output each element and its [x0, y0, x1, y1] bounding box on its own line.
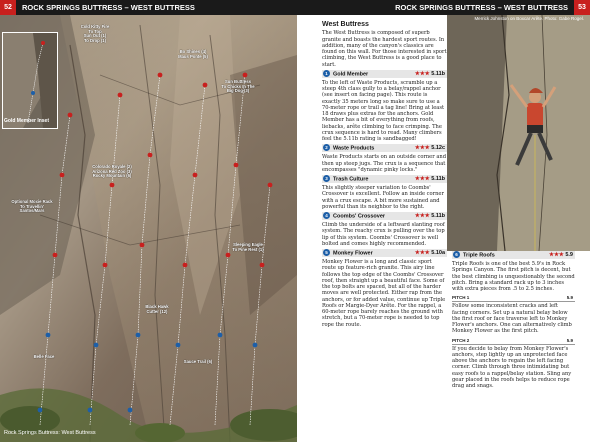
right-page-header: [295, 0, 590, 15]
star-rating-icon: ★★★: [414, 176, 430, 182]
route-name: Coombs' Crossover: [333, 213, 386, 220]
route-description: Climb the underside of a leftward slanting roof system. The reachy crux is pulling over the top lip of this system. Coombs' Crossover is well bolted and comes highly recommended.: [322, 222, 445, 247]
route-label: Black Hawk Cutter (12): [145, 304, 169, 314]
route-grade: 5.10a: [431, 250, 445, 256]
photo-credit: Merrick Johnston on Boxcar Arête. Photo: Gabe Rogel.: [474, 16, 584, 21]
text-column-1: [322, 22, 447, 330]
star-rating-icon: ★★★: [414, 70, 430, 77]
route-grade: 5.11b: [431, 176, 445, 182]
route-title-bar: [322, 212, 447, 220]
route-title-bar: [322, 70, 447, 78]
route-grade-group: [415, 249, 445, 257]
star-rating-icon: ★★★: [414, 145, 430, 152]
route-number: 4: [323, 212, 330, 219]
route-grade: 5.12c: [431, 145, 445, 152]
route-description: Waste Products starts on an outside corner and then up steep jugs. The crux is a sequence that encompasses "dynamic pinky locks.": [322, 154, 446, 173]
star-rating-icon: ★★★: [549, 252, 564, 258]
star-rating-icon: ★★★: [414, 250, 430, 256]
route-number: 6: [453, 251, 460, 258]
route-name: Waste Products: [333, 145, 375, 152]
crag-photo: [0, 15, 297, 442]
route-description: Triple Roofs is one of the best 5.9's in Rock Springs Canyon. The first pitch is decent, but the best climbing is unquestionably the second pitch. Bring a standard rack up to 3 inches with extra pieces from .5 to 2.5 inches.: [452, 261, 575, 292]
route-grade-group: [415, 70, 445, 78]
route-label: Bo Shines (4) Maus Ponte (5): [178, 49, 208, 59]
text-column-2: [452, 251, 575, 391]
route-label: Sauce Trail (6): [183, 359, 213, 364]
route-title-bar: [322, 249, 447, 257]
pitch-header: [452, 294, 575, 302]
route-grade-group: [415, 144, 445, 152]
route-number: 3: [323, 175, 330, 182]
left-running-title: ROCK SPRINGS BUTTRESS – WEST BUTTRESS: [22, 3, 195, 12]
route-label: Sleeping Eagle To Pine Rest (1): [232, 242, 264, 252]
inset-label: Gold Member Inset: [4, 118, 50, 124]
route-description: To the left of Waste Products, scramble up a steep 4th class gully to a belay/rappel anchor (see insert on facing page). This route is exactly 35 meters long so make sure to use a 70-meter rope or trail a tag line! Bring at least 18 draws plus extras for the anchors. Gold Member has a bit of everything from roofs, liebacks, arête climbing to face crimping. The crux sequence is hard to read. Many climbers feel the 5.11b rating is sandbagged!: [322, 79, 445, 142]
route-label: Optional Moxie Rack To Travellin' Santos/Mars: [11, 199, 53, 214]
pitch-label: PITCH 2: [452, 337, 470, 343]
right-page-number: 53: [574, 0, 590, 15]
climber-image: [447, 15, 590, 251]
gold-member-inset-image: [2, 32, 58, 129]
pitch-description: If you decide to belay from Monkey Flower's anchors, step lightly up an unprotected face above the anchors to regain the left facing corner. Climb through three intimidating but easy roofs to a rappel/belay station. Sling any gear placed in the roofs helps to reduce rope drag and snags.: [452, 345, 572, 389]
route-name: Gold Member: [333, 71, 369, 78]
route-grade-group: [415, 212, 445, 220]
left-page-number: 52: [0, 0, 16, 15]
route-grade: 5.11b: [431, 70, 445, 77]
right-running-title: ROCK SPRINGS BUTTRESS – WEST BUTTRESS: [395, 3, 568, 12]
route-grade-group: [415, 175, 445, 183]
route-grade: 5.11b: [431, 213, 445, 219]
intro-paragraph: The West Buttress is composed of superb granite and boasts the hardest sport routes. In addition, many of the canyon's classics are found on this wall. For those interested in sport climbing, the West Buttress is a good place to start.: [322, 30, 447, 68]
pitch-header: [452, 337, 575, 345]
route-grade: 5.9: [565, 252, 573, 258]
route-title-bar: [322, 144, 447, 152]
route-label: Sun Buttress To Chicks In The Big Dog (3): [221, 79, 255, 94]
pitch-grade: 5.9: [566, 337, 573, 343]
left-page-header: [0, 0, 295, 15]
pitch-label: PITCH 1: [452, 295, 470, 301]
star-rating-icon: ★★★: [414, 213, 430, 219]
route-name: Monkey Flower: [333, 250, 373, 257]
route-description: This slightly steeper variation to Coombs' Crossover is excellent. Follow an inside corner with a crux escape. A bit more sustained and powerful than its neighbor to the right.: [322, 185, 444, 210]
climber-photo: [447, 15, 590, 251]
route-number: 5: [323, 249, 330, 256]
section-title: West Buttress: [322, 21, 369, 28]
page-footer: Rock Springs Buttress: West Buttress: [4, 430, 96, 436]
route-grade-group: [549, 251, 573, 259]
route-number: 1: [323, 70, 330, 77]
pitch-grade: 5.9: [566, 295, 573, 301]
route-label: Colorado Royale (2) Arizona Red Zoo (3) Rocky Mountain (6): [92, 164, 132, 179]
route-label: Belle Face: [33, 354, 55, 359]
route-title-bar: [322, 175, 447, 183]
route-name: Trash Culture: [333, 176, 369, 183]
route-number: 2: [323, 144, 330, 151]
route-title-bar: [452, 251, 575, 259]
route-name: Triple Roofs: [463, 252, 495, 259]
pitch-description: Follow some inconsistent cracks and left facing corners. Set up a natural belay below the first roof or face traverse left to Monkey Flower's anchors. One can alternatively climb Monkey Flower as the first pitch.: [452, 303, 572, 335]
route-description: Monkey Flower is a long and classic sport route up feature-rich granite. This airy line follows the top edge of the Coombs' Crossover roof, then straight up a beautiful face. Some of the top bolts are spaced, but all of the harder moves are well protected. Either rap from the anchors, or for added value, continue up Triple Roofs or Margie-Dyer Arête. For the rappel, a 60-meter rope barely reaches the ground with stretch, but a 70-meter rope is needed to top rope the route.: [322, 259, 446, 328]
route-label: Cold Kitty Fire To Top Sun Out (1) To Drop (1): [80, 24, 110, 43]
